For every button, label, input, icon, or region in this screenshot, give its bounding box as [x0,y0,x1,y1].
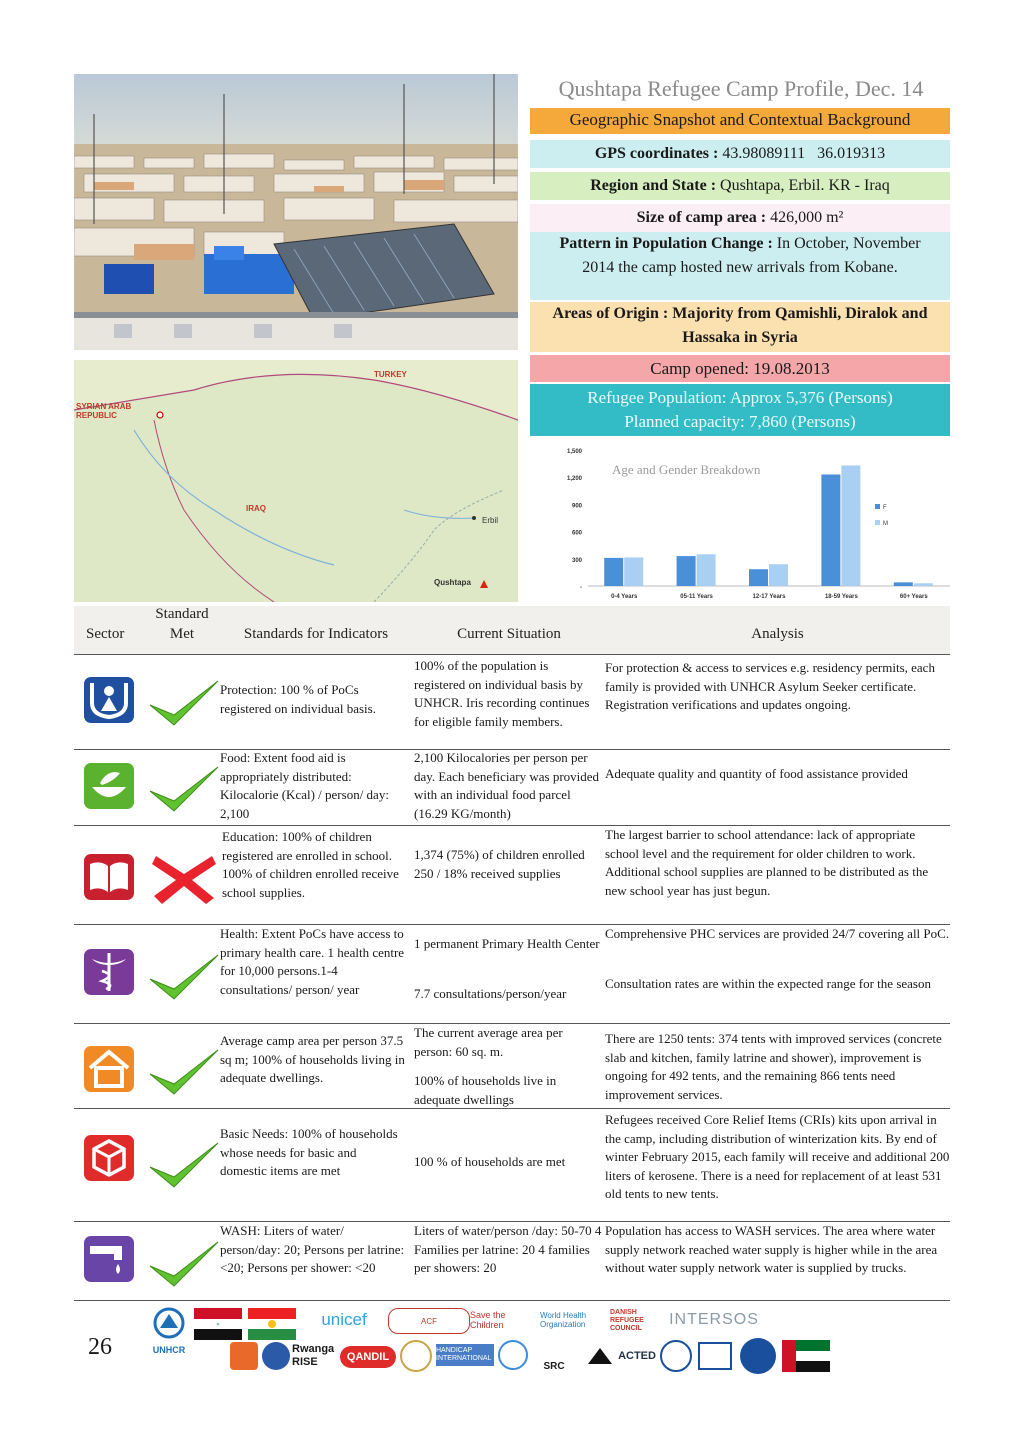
unhcr-text: UNHCR [152,1345,186,1355]
bar-F-3 [821,474,840,586]
indicator-text: Health: Extent PoCs have access to primary health care. 1 health centre for 10,000 persons.1-4 consultations/ person/ year [220,926,405,997]
y-tick-label: 600 [571,530,582,537]
x-tick-label: 0-4 Years [611,594,638,600]
basic-needs-icon [84,1135,134,1181]
bar-M-3 [841,465,860,586]
iraq-flag [194,1308,242,1340]
bar-M-4 [914,583,933,586]
qandil-logo: QANDIL [340,1346,396,1368]
current-text: 1 permanent Primary Health Center [414,936,600,951]
bar-F-4 [894,582,913,586]
save-the-children-logo: Save the Children [470,1310,506,1330]
pattern-band [530,232,950,300]
analysis-text: The largest barrier to school attendance: lack of appropriate school level and the requirement for older children to work. Additional school supplies are planned to be distributed as the new school year has just begun. [605,827,929,898]
x-tick-label: 12-17 Years [752,594,786,600]
education-icon [84,854,134,900]
pattern-value: In October, November 2014 the camp hosted new arrivals from Kobane. [582,235,921,276]
table-row [74,749,950,826]
table-row [74,1024,950,1109]
table-row [74,1109,950,1222]
camp-photo [74,74,518,350]
partner-seal-logo [400,1340,432,1372]
map-label-iraq: IRAQ [246,504,266,513]
src-logo: SRC [543,1361,565,1372]
kurdistan-flag [248,1308,296,1340]
drc-logo: DANISH REFUGEE COUNCIL [610,1309,644,1332]
chart-title: Age and Gender Breakdown [612,462,761,477]
indicator-text: WASH: Liters of water/ person/day: 20; Persons per latrine: <20; Persons per shower: <20 [220,1223,405,1275]
acted-logo: ACTED [618,1350,656,1362]
check-icon [146,949,222,1005]
svg-text:*: * [216,1323,220,1329]
region-label: Region and State : [590,177,717,194]
uae-flag [782,1340,830,1372]
bar-M-1 [697,554,716,586]
current-text: 100 % of households are met [414,1154,566,1169]
unhcr-logo [146,1306,192,1358]
gps-label: GPS coordinates : [594,145,719,162]
check-icon [146,1236,222,1292]
origin-band [530,302,950,352]
current-text-2: 100% of households live in adequate dwellings [414,1073,557,1107]
table-row [74,1222,950,1301]
map-label-syria: SYRIAN ARAB REPUBLIC [76,402,132,420]
bar-F-1 [677,556,696,586]
legend-label-M: M [883,521,888,527]
food-icon [84,763,134,809]
y-tick-label: 1,200 [566,476,582,483]
x-tick-label: 18-59 Years [824,594,858,600]
origin-label: Areas of Origin : [552,305,669,322]
header-current: Current Situation [457,626,561,642]
unicef-logo: unicef [321,1310,367,1329]
analysis-text: Refugees received Core Relief Items (CRIs) kits upon arrival in the camp, including distribution of winterization kits. By end of winter February 2015, each family will receive and additional 200 liters of kerosene. There is a need for replacement of at least 531 old tents to new tents. [605,1112,950,1201]
y-tick-label: 300 [571,557,582,564]
partner-logo-4 [498,1340,528,1370]
camp-opened: Camp opened: 19.08.2013 [530,355,950,382]
refugee-population: Refugee Population: Approx 5,376 (Persons) [587,388,893,407]
region-band [530,172,950,200]
check-icon [146,1137,222,1193]
current-text: The current average area per person: 60 sq. m. [414,1025,563,1059]
section-heading: Geographic Snapshot and Contextual Background [530,108,950,134]
analysis-text: Comprehensive PHC services are provided 24/7 covering all PoC. [605,926,950,941]
bar-F-2 [749,569,768,586]
map-label-erbil: Erbil [482,516,499,525]
partner-logo-2 [230,1342,258,1370]
analysis-text: Population has access to WASH services. The area where water supply network reached water supply is higher while in the area without water supply network water is supplied by trucks. [605,1223,938,1275]
x-tick-label: 60+ Years [899,594,928,600]
indicator-text: Education: 100% of children registered are enrolled in school. 100% of children enrolled receive school supplies. [222,829,399,900]
x-tick-label: 05-11 Years [680,594,713,600]
gps-band [530,140,950,168]
check-icon [146,675,222,731]
iom-logo [660,1340,692,1372]
current-text-2: 7.7 consultations/person/year [414,986,567,1001]
reach-logo [586,1344,614,1368]
analysis-text: There are 1250 tents: 374 tents with improved services (concrete slab and kitchen, family latrine and shower), improvement is ongoing for 492 tents, and the remaining 866 tents need improvement services. [605,1031,942,1102]
legend-swatch-F [875,504,880,509]
map-label-qushtapa: Qushtapa [434,578,471,587]
who-logo: World Health Organization [540,1311,587,1329]
indicator-text: Protection: 100 % of PoCs registered on individual basis. [220,682,376,716]
current-text: 1,374 (75%) of children enrolled 250 / 18% received supplies [414,847,585,881]
current-text: Liters of water/person /day: 50-70 4 Families per latrine: 20 4 families per showers: 20 [414,1223,602,1275]
header-analysis: Analysis [751,626,804,642]
indicator-text: Food: Extent food aid is appropriately distributed: Kilocalorie (Kcal) / person/ day: 2,100 [220,750,389,821]
table-row [74,826,950,925]
region-value: Qushtapa, Erbil. KR - Iraq [720,177,890,194]
bar-F-0 [604,558,623,586]
indicator-text: Average camp area per person 37.5 sq m; 100% of households living in adequate dwellings. [220,1033,405,1085]
header-indicators: Standards for Indicators [243,626,389,642]
table-row [74,654,950,750]
y-tick-label: 900 [571,503,582,510]
location-map [74,360,518,602]
header-standard: Standard [155,606,209,622]
page-title: Qushtapa Refugee Camp Profile, Dec. 14 [558,76,924,101]
check-icon [146,1044,222,1100]
origin-value: Majority from Qamishli, Diralok and Hassaka in Syria [672,305,928,346]
check-icon [146,761,222,817]
partner-logo-5 [698,1342,732,1370]
bar-M-2 [769,564,788,586]
health-icon [84,949,134,995]
size-band [530,204,950,232]
partner-logo-3 [262,1342,290,1370]
page-number: 26 [88,1334,112,1360]
gps-value: 43.98089111 36.019313 [722,145,886,162]
current-text: 100% of the population is registered on individual basis by UNHCR. Iris recording continues for eligible family members. [414,658,590,729]
analysis-text: Adequate quality and quantity of food assistance provided [605,766,908,781]
partner-logo-6 [740,1338,776,1374]
intersos-logo: INTERSOS [669,1311,759,1328]
wash-icon [84,1236,134,1282]
legend-swatch-M [875,520,880,525]
planned-capacity: Planned capacity: 7,860 (Persons) [624,412,856,431]
partner-logo: ACF [388,1308,470,1334]
cross-icon [146,850,222,906]
size-value: 426,000 m² [770,209,844,226]
map-label-turkey: TURKEY [374,370,407,379]
table-header [74,606,950,654]
protection-icon [84,677,134,723]
bar-M-0 [624,557,643,586]
legend-label-F: F [883,505,887,511]
analysis-text-2: Consultation rates are within the expected range for the season [605,976,931,991]
shelter-icon [84,1046,134,1092]
indicator-text: Basic Needs: 100% of households whose needs for basic and domestic items are met [220,1126,398,1178]
rwanga-logo: Rwanga RISE [292,1343,335,1368]
y-tick-label: - [580,585,582,591]
analysis-text: For protection & access to services e.g. residency permits, each family is provided with UNHCR Asylum Seeker certificate. Registration verifications and updates ongoing. [605,660,935,712]
age-gender-chart [530,440,952,610]
current-text: 2,100 Kilocalories per person per day. Each beneficiary was provided with an individual food parcel (16.29 KG/month) [414,750,600,821]
chart-svg [530,440,952,610]
handicap-logo: HANDICAP INTERNATIONAL [436,1344,494,1366]
table-row [74,925,950,1024]
population-band [530,384,950,436]
header-met: Met [169,626,195,642]
size-label: Size of camp area : [636,209,767,226]
pattern-label: Pattern in Population Change : [559,235,773,252]
header-sector: Sector [86,626,125,642]
y-tick-label: 1,500 [566,449,582,455]
